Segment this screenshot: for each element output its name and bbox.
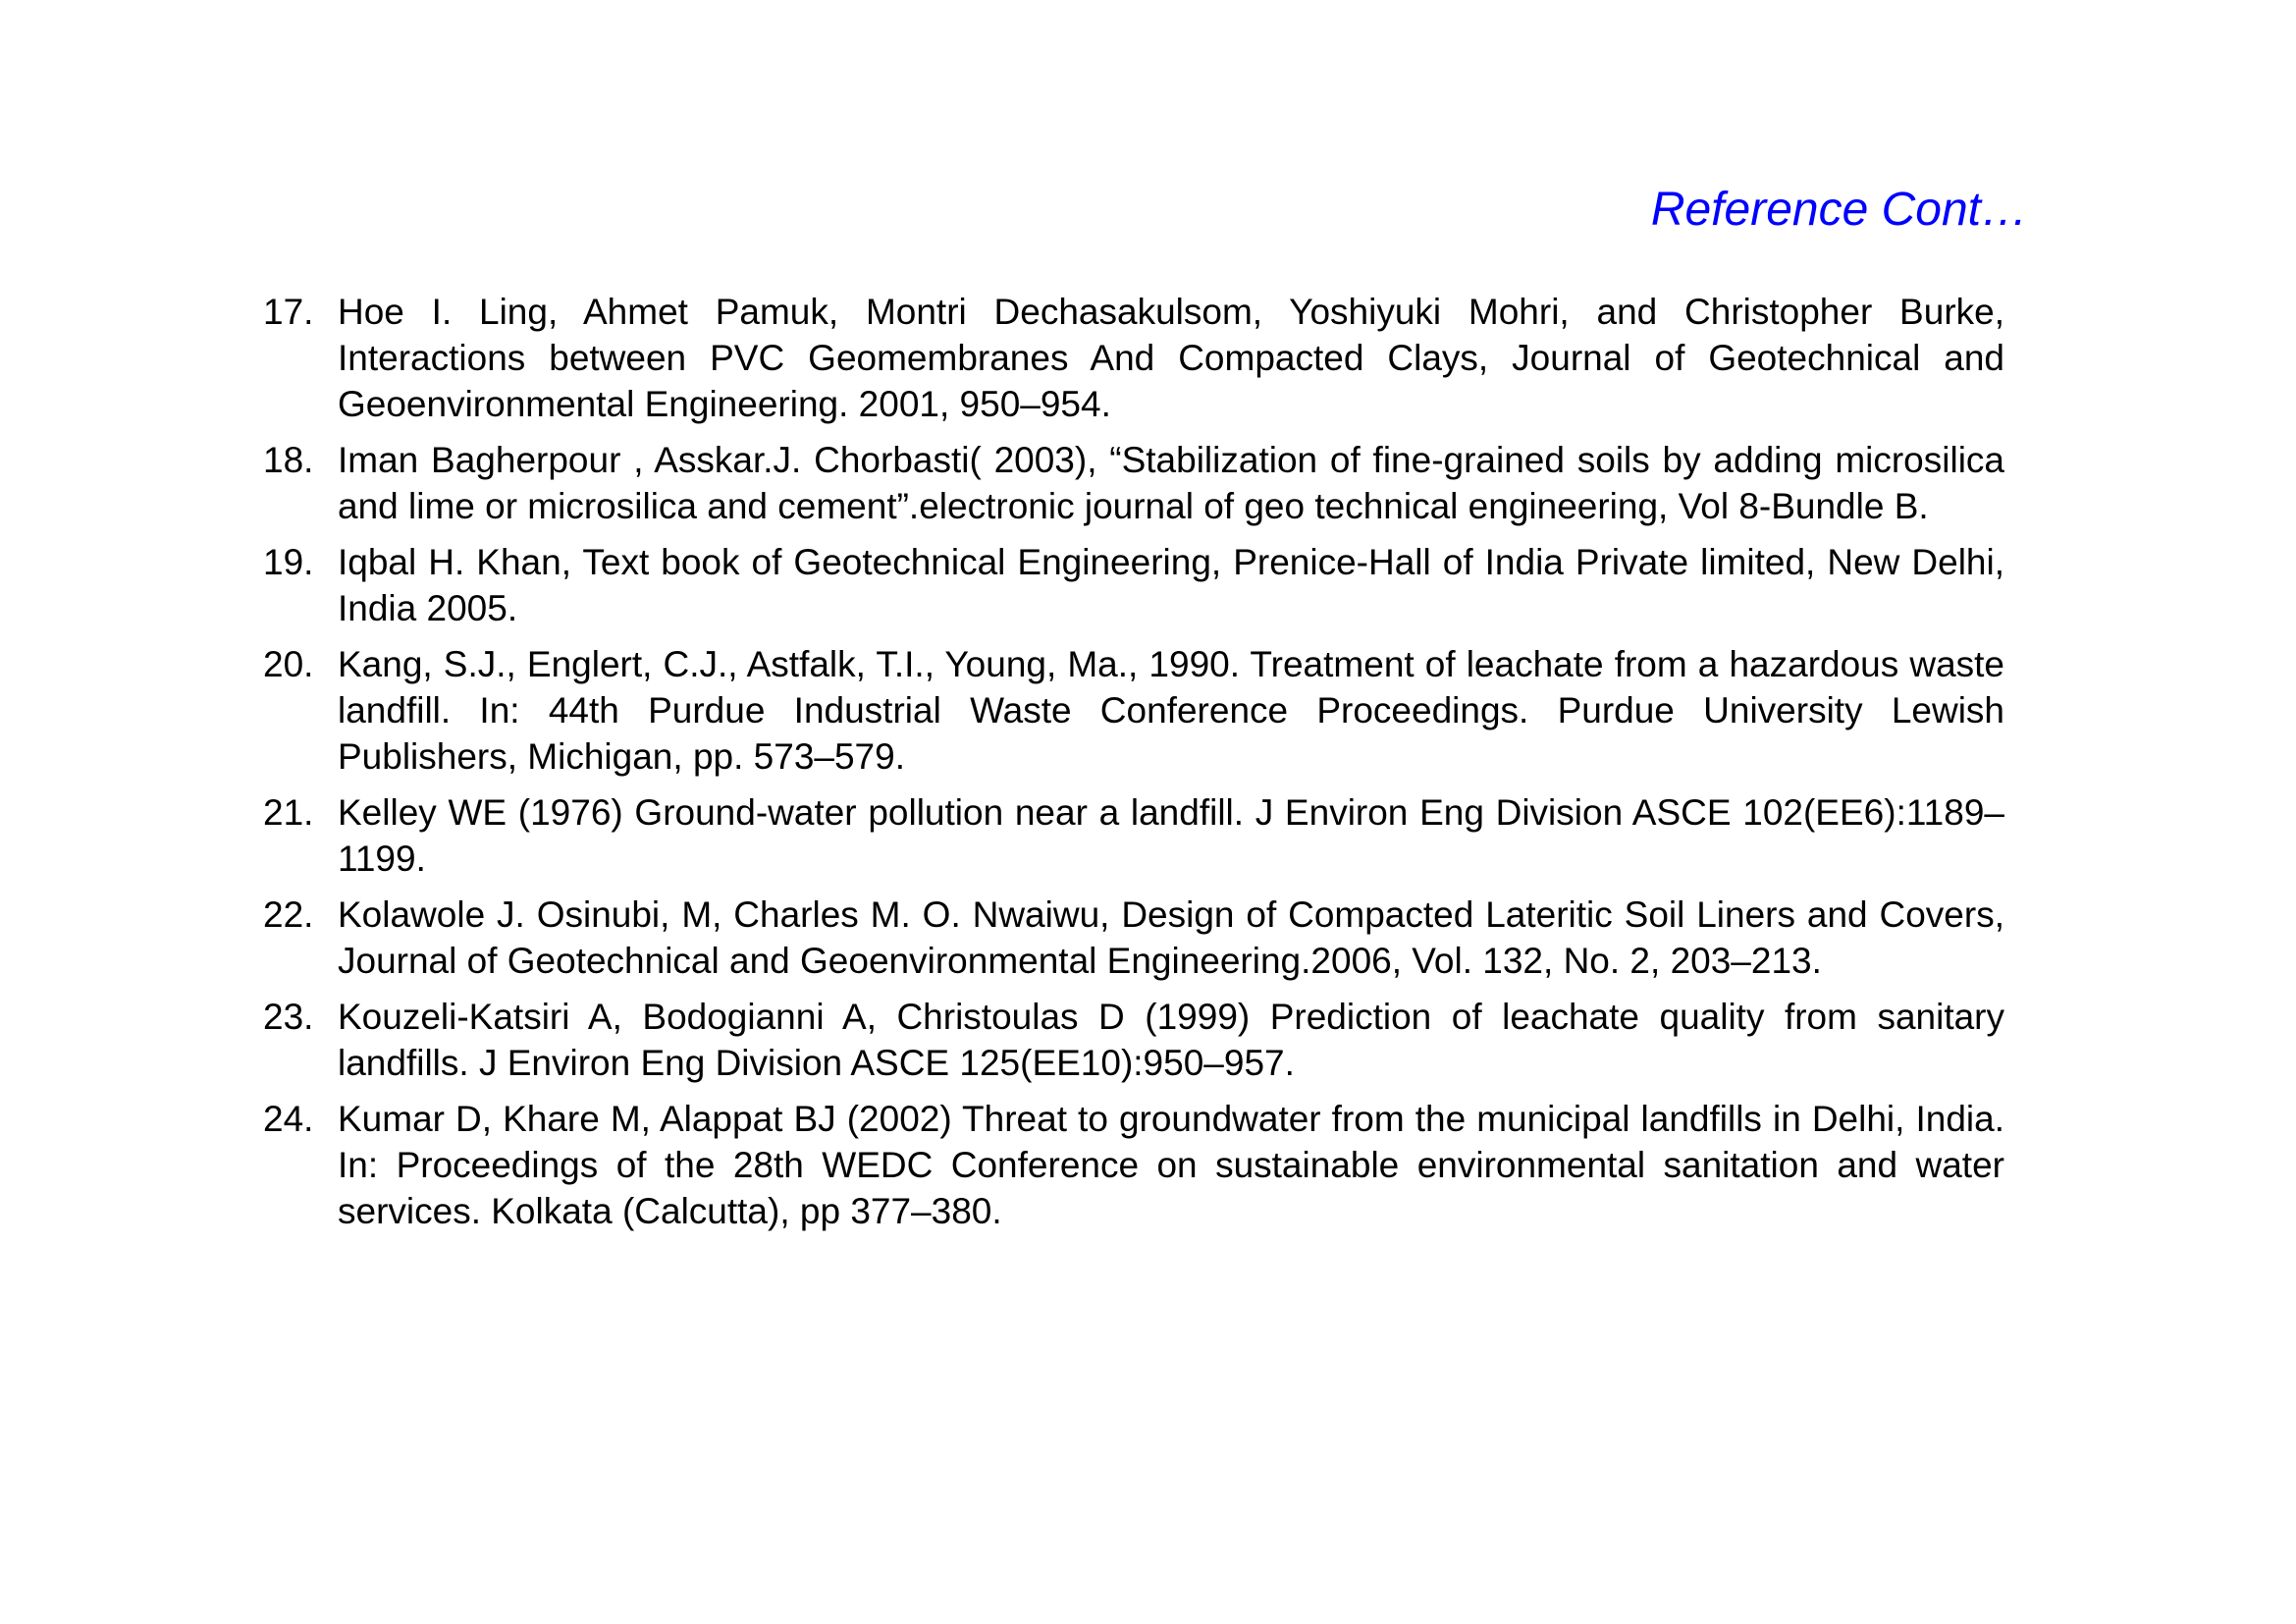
- reference-item: [259, 437, 2004, 529]
- reference-text: Iman Bagherpour , Asskar.J. Chorbasti( 2003), “Stabilization of fine-grained soils by adding microsilica and lime or microsilica and cement”.electronic journal of geo technical engineering, Vol 8-Bundle B.: [338, 440, 2004, 526]
- reference-item: [259, 994, 2004, 1086]
- reference-item: [259, 789, 2004, 882]
- reference-number: 20.: [263, 644, 314, 684]
- reference-text: Kolawole J. Osinubi, M, Charles M. O. Nwaiwu, Design of Compacted Lateritic Soil Liners and Covers, Journal of Geotechnical and Geoenvironmental Engineering.2006, Vol. 132, No. 2, 203–213.: [338, 894, 2004, 981]
- reference-number: 24.: [263, 1099, 314, 1139]
- reference-text: Kouzeli-Katsiri A, Bodogianni A, Christoulas D (1999) Prediction of leachate quality from sanitary landfills. J Environ Eng Division ASCE 125(EE10):950–957.: [338, 997, 2004, 1083]
- reference-text: Kumar D, Khare M, Alappat BJ (2002) Threat to groundwater from the municipal landfills in Delhi, India. In: Proceedings of the 28th WEDC Conference on sustainable environmental sanitation and water services. Kolkata (Calcutta), pp 377–380.: [338, 1099, 2004, 1231]
- reference-number: 18.: [263, 440, 314, 480]
- reference-number: 23.: [263, 997, 314, 1037]
- reference-item: [259, 539, 2004, 631]
- reference-item: [259, 892, 2004, 984]
- reference-text: Iqbal H. Khan, Text book of Geotechnical Engineering, Prenice-Hall of India Private limited, New Delhi, India 2005.: [338, 542, 2004, 628]
- reference-text: Hoe I. Ling, Ahmet Pamuk, Montri Dechasakulsom, Yoshiyuki Mohri, and Christopher Burke, Interactions between PVC Geomembranes And Compacted Clays, Journal of Geotechnical and Geoenvironmental Engineering. 2001, 950–954.: [338, 292, 2004, 424]
- reference-list: [259, 289, 2004, 1244]
- reference-text: Kang, S.J., Englert, C.J., Astfalk, T.I., Young, Ma., 1990. Treatment of leachate from a hazardous waste landfill. In: 44th Purdue Industrial Waste Conference Proceedings. Purdue University Lewish Publishers, Michigan, pp. 573–579.: [338, 644, 2004, 777]
- reference-number: 19.: [263, 542, 314, 582]
- reference-item: [259, 641, 2004, 780]
- reference-number: 17.: [263, 292, 314, 332]
- reference-text: Kelley WE (1976) Ground-water pollution near a landfill. J Environ Eng Division ASCE 102(EE6):1189–1199.: [338, 792, 2004, 879]
- reference-number: 21.: [263, 792, 314, 833]
- page-title: Reference Cont…: [1650, 184, 2028, 236]
- reference-number: 22.: [263, 894, 314, 935]
- reference-item: [259, 289, 2004, 427]
- reference-item: [259, 1096, 2004, 1234]
